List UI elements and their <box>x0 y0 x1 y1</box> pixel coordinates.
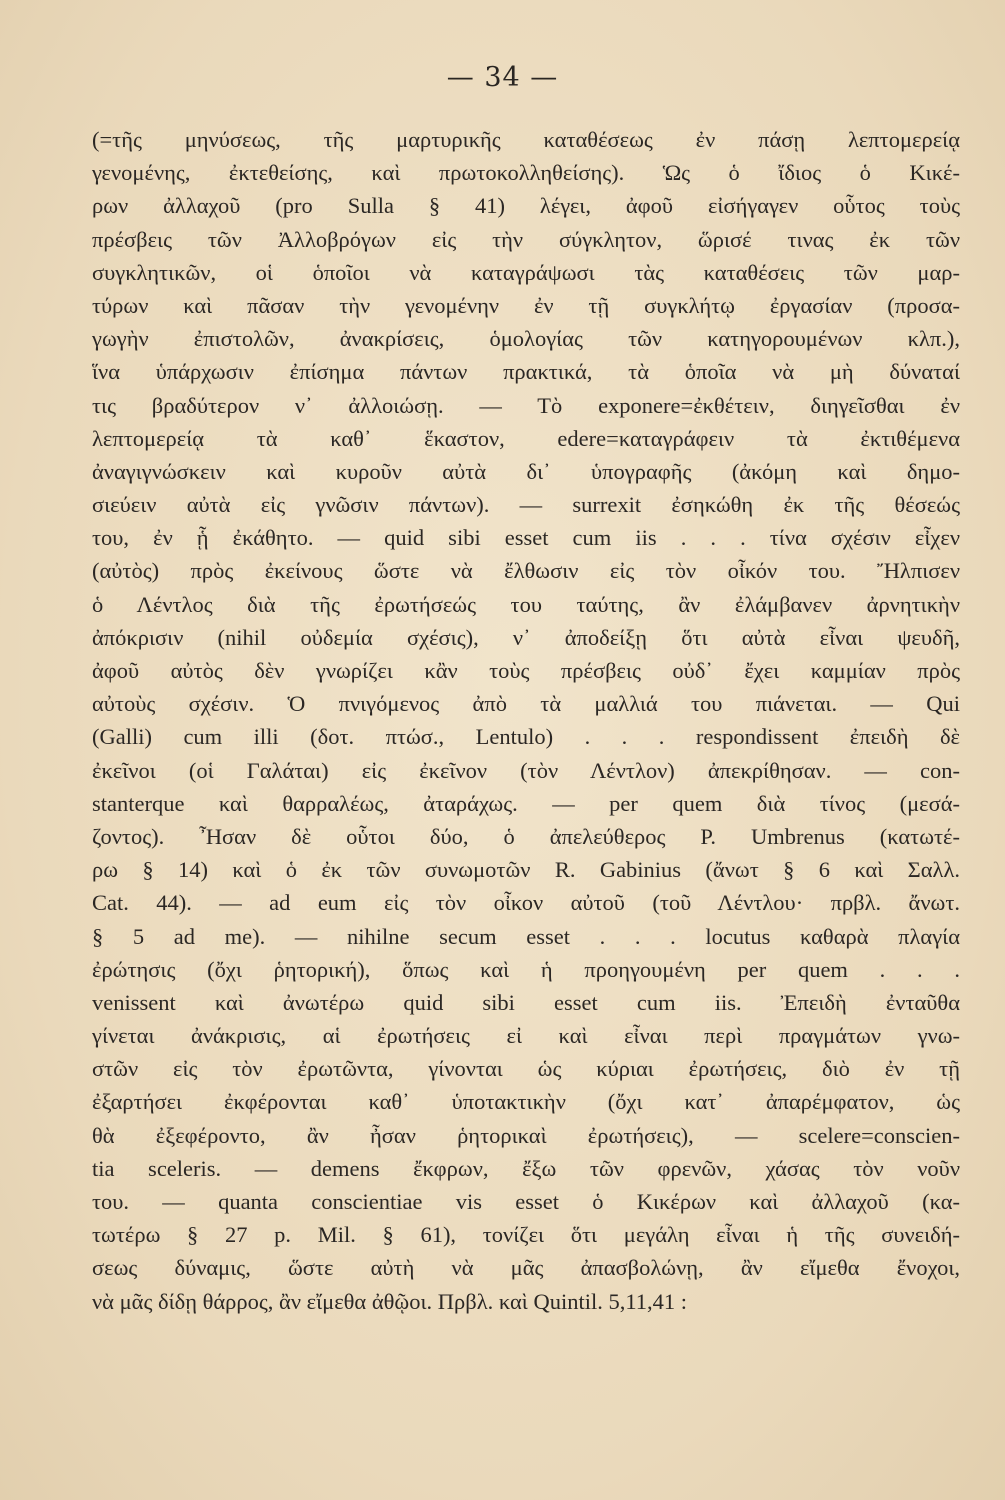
text-line: ζοντος). Ἦσαν δὲ οὗτοι δύο, ὁ ἀπελεύθερος P. Umbrenus (κατωτέ- <box>92 823 960 849</box>
text-line: ἀφοῦ αὐτὸς δὲν γνωρίζει κἂν τοὺς πρέσβεις οὐδ᾽ ἔχει καμμίαν πρὸς <box>92 658 960 683</box>
text-line: τις βραδύτερον ν᾽ ἀλλοιώσῃ. — Τὸ exponere=ἐκθέτειν, διηγεῖσθαι ἐν <box>92 392 960 418</box>
text-line: ρω § 14) καὶ ὁ ἐκ τῶν συνωμοτῶν R. Gabinius (ἄνωτ § 6 καὶ Σαλλ. <box>92 857 960 883</box>
text-line: ὁ Λέντλος διὰ τῆς ἐρωτήσεώς του ταύτης, ἂν ἐλάμβανεν ἀρνητικὴν <box>92 591 960 617</box>
body-text <box>92 123 960 1318</box>
text-line: τύρων καὶ πᾶσαν τὴν γενομένην ἐν τῇ συγκλήτῳ ἐργασίαν (προσα- <box>92 292 960 318</box>
text-line: αὐτοὺς σχέσιν. Ὁ πνιγόμενος ἀπὸ τὰ μαλλιά του πιάνεται. — Qui <box>92 691 960 717</box>
text-line: πρέσβεις τῶν Ἀλλοβρόγων εἰς τὴν σύγκλητον, ὥρισέ τινας ἐκ τῶν <box>92 226 960 252</box>
text-line: (=τῆς μηνύσεως, τῆς μαρτυρικῆς καταθέσεως ἐν πάσῃ λεπτομερείᾳ <box>92 127 960 152</box>
text-line: ρων ἀλλαχοῦ (pro Sulla § 41) λέγει, ἀφοῦ εἰσήγαγεν οὗτος τοὺς <box>92 193 960 219</box>
text-line: θὰ ἐξεφέροντο, ἂν ἦσαν ῥητορικαὶ ἐρωτήσεις), — scelere=conscien- <box>92 1122 960 1148</box>
text-line: γωγὴν ἐπιστολῶν, ἀνακρίσεις, ὁμολογίας τῶν κατηγορουμένων κλπ.), <box>92 326 960 352</box>
page-number: — 34 — <box>446 62 559 93</box>
text-line: ἐκεῖνοι (οἱ Γαλάται) εἰς ἐκεῖνον (τὸν Λέντλον) ἀπεκρίθησαν. — con- <box>92 757 960 783</box>
text-line: τωτέρω § 27 p. Mil. § 61), τονίζει ὅτι μεγάλη εἶναι ἡ τῆς συνειδή- <box>92 1222 960 1248</box>
text-line: venissent καὶ ἀνωτέρω quid sibi esset cum iis. Ἐπειδὴ ἐνταῦθα <box>92 989 960 1015</box>
text-line: νὰ μᾶς δίδῃ θάρρος, ἂν εἴμεθα ἀθῷοι. Πρβλ. καὶ Quintil. 5,11,41 : <box>92 1288 688 1314</box>
text-line: συγκλητικῶν, οἱ ὁποῖοι νὰ καταγράψωσι τὰς καταθέσεις τῶν μαρ- <box>92 259 960 285</box>
text-line: (αὐτὸς) πρὸς ἐκείνους ὥστε νὰ ἔλθωσιν εἰς τὸν οἶκόν του. Ἤλπισεν <box>92 558 960 584</box>
text-line: του. — quanta conscientiae vis esset ὁ Κικέρων καὶ ἀλλαχοῦ (κα- <box>92 1189 960 1214</box>
text-line: γενομένης, ἐκτεθείσης, καὶ πρωτοκολληθείσης). Ὡς ὁ ἴδιος ὁ Κικέ- <box>92 160 960 186</box>
text-line: σεως δύναμις, ὥστε αὐτὴ νὰ μᾶς ἀπασβολώνῃ, ἂν εἴμεθα ἔνοχοι, <box>92 1255 960 1281</box>
text-line: γίνεται ἀνάκρισις, αἱ ἐρωτήσεις εἰ καὶ εἶναι περὶ πραγμάτων γνω- <box>92 1023 960 1049</box>
text-line: λεπτομερείᾳ τὰ καθ᾽ ἕκαστον, edere=καταγράφειν τὰ ἐκτιθέμενα <box>92 425 960 451</box>
text-line: ἐρώτησις (ὄχι ῥητορική), ὅπως καὶ ἡ προηγουμένη per quem . . . <box>92 956 960 982</box>
text-line: ἀπόκρισιν (nihil οὐδεμία σχέσις), ν᾽ ἀποδείξῃ ὅτι αὐτὰ εἶναι ψευδῆ, <box>92 624 960 650</box>
text-line: του, ἐν ᾗ ἐκάθητο. — quid sibi esset cum iis . . . τίνα σχέσιν εἶχεν <box>92 525 960 551</box>
text-line: (Galli) cum illi (δοτ. πτώσ., Lentulo) . . . respondissent ἐπειδὴ δὲ <box>92 724 960 750</box>
text-line: § 5 ad me). — nihilne secum esset . . . locutus καθαρὰ πλαγία <box>92 923 960 949</box>
text-line: tia sceleris. — demens ἔκφρων, ἔξω τῶν φρενῶν, χάσας τὸν νοῦν <box>92 1155 960 1181</box>
text-line: ἐξαρτήσει ἐκφέρονται καθ᾽ ὑποτακτικὴν (ὄχι κατ᾽ ἀπαρέμφατον, ὡς <box>92 1089 960 1115</box>
text-line: ἵνα ὑπάρχωσιν ἐπίσημα πάντων πρακτικά, τὰ ὁποῖα νὰ μὴ δύναταί <box>92 359 960 385</box>
text-line: ἀναγιγνώσκειν καὶ κυροῦν αὐτὰ δι᾽ ὑπογραφῆς (ἀκόμη καὶ δημο- <box>92 458 960 484</box>
text-line: σιεύειν αὐτὰ εἰς γνῶσιν πάντων). — surrexit ἐσηκώθη ἐκ τῆς θέσεώς <box>92 492 960 518</box>
text-line: stanterque καὶ θαρραλέως, ἀταράχως. — per quem διὰ τίνος (μεσά- <box>92 790 960 816</box>
text-line: Cat. 44). — ad eum εἰς τὸν οἶκον αὐτοῦ (τοῦ Λέντλου· πρβλ. ἄνωτ. <box>92 890 960 916</box>
text-line: στῶν εἰς τὸν ἐρωτῶντα, γίνονται ὡς κύριαι ἐρωτήσεις, διὸ ἐν τῇ <box>92 1056 960 1082</box>
